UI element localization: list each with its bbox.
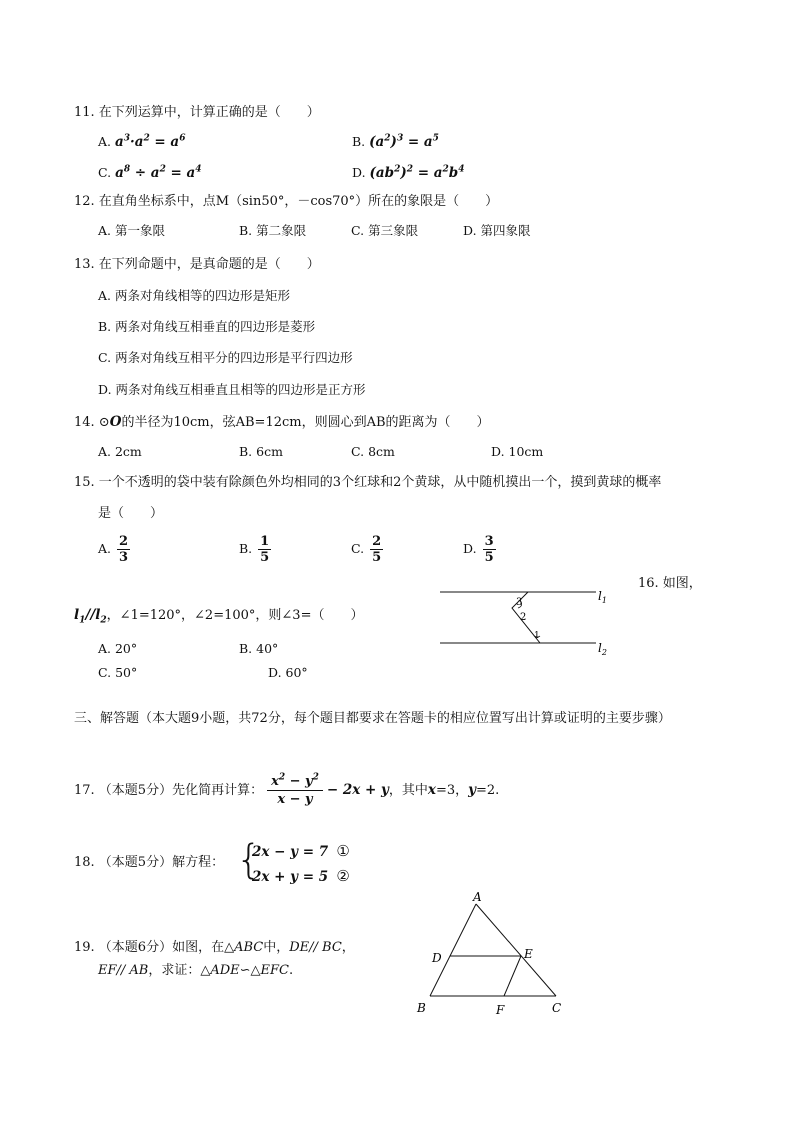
angle-1-label: 1: [534, 631, 540, 641]
q15-stem-line1: 15. 一个不透明的袋中装有除颜色外均相同的3个红球和2个黄球，从中随机摸出一个，摸到黄球的概率: [74, 475, 662, 490]
q12-option-c: C. 第三象限: [351, 223, 419, 238]
q12-option-d: D. 第四象限: [463, 223, 531, 238]
q16-option-d: D. 60°: [268, 665, 308, 680]
q18-brace: {: [236, 837, 262, 883]
q16-option-b: B. 40°: [239, 641, 279, 656]
point-b: B: [417, 1001, 426, 1015]
q18-eq1: 2x − y = 7 ①: [252, 842, 350, 860]
point-f: F: [496, 1003, 505, 1017]
segment-ef: [504, 956, 521, 996]
side-ac: [476, 904, 556, 996]
q15-option-a: A. $\frac{2}{3}$: [98, 534, 129, 565]
q13-option-a: A. 两条对角线相等的四边形是矩形: [98, 288, 290, 303]
q13-option-b: B. 两条对角线互相垂直的四边形是菱形: [98, 319, 316, 334]
q19-line2: EF// AB，求证：△ADE∽△EFC.: [98, 963, 294, 978]
section-3-heading: 三、解答题（本大题9小题，共72分，每个题目都要求在答题卡的相应位置写出计算或证明的主要步骤）: [74, 711, 671, 726]
q19-figure: [410, 890, 580, 1025]
q13-option-c: C. 两条对角线互相平分的四边形是平行四边形: [98, 350, 353, 365]
q13-stem: 13. 在下列命题中，是真命题的是（ ）: [74, 257, 320, 272]
point-d: D: [432, 951, 442, 965]
q16-stem: $l_1//l_2$，∠1=120°，∠2=100°，则∠3=（ ）: [74, 607, 364, 626]
q15-option-d: D. $\frac{3}{5}$: [463, 534, 494, 565]
angle-3-label: 3: [516, 597, 523, 608]
q18-eq2: 2x + y = 5 ②: [252, 867, 350, 885]
q19-line1: 19. （本题6分）如图，在△ABC中，DE// BC，: [74, 940, 355, 955]
q18-prefix: 18. （本题5分）解方程：: [74, 855, 225, 870]
q14-option-b: B. 6cm: [239, 444, 283, 459]
q11-stem: 11. 在下列运算中，计算正确的是（ ）: [74, 105, 320, 120]
point-a: A: [473, 890, 482, 904]
q17: 17. （本题5分）先化简再计算： $\frac{x^2 - y^2}{x - y}$ − 2x + y，其中x=3，y=2.: [74, 772, 500, 807]
q15-stem-line2: 是（ ）: [98, 506, 164, 521]
q14-option-a: A. 2cm: [98, 444, 142, 459]
q16-intro: 16. 如图，: [638, 576, 702, 591]
q12-option-a: A. 第一象限: [98, 223, 165, 238]
q14-stem: 14. ⊙O的半径为10cm，弦AB=12cm，则圆心到AB的距离为（ ）: [74, 414, 490, 430]
q11-option-d: D. $(ab^2)^2 = a^2b^4$: [352, 164, 465, 181]
q11-option-b: B. $(a^2)^3 = a^5$: [352, 133, 439, 150]
q15-option-b: B. $\frac{1}{5}$: [239, 534, 270, 565]
q11-option-c: C. $a^8 \div a^2 = a^4$: [98, 164, 202, 181]
q13-option-d: D. 两条对角线互相垂直且相等的四边形是正方形: [98, 382, 366, 397]
q15-option-c: C. $\frac{2}{5}$: [351, 534, 382, 565]
q11-option-a: A. $a^3\cdot a^2 = a^6$: [98, 133, 186, 150]
q14-option-c: C. 8cm: [351, 444, 395, 459]
q12-stem: 12. 在直角坐标系中，点M（sin50°，－cos70°）所在的象限是（ ）: [74, 194, 499, 209]
q16-option-a: A. 20°: [98, 641, 138, 656]
q16-figure: [430, 580, 620, 660]
q14-option-d: D. 10cm: [491, 444, 544, 459]
point-e: E: [524, 947, 533, 961]
side-ab: [430, 904, 476, 996]
angle-2-label: 2: [520, 612, 527, 623]
label-l1: $l_1$: [598, 589, 607, 605]
q12-option-b: B. 第二象限: [239, 223, 307, 238]
label-l2: $l_2$: [598, 641, 607, 657]
point-c: C: [552, 1001, 562, 1015]
q16-option-c: C. 50°: [98, 665, 138, 680]
